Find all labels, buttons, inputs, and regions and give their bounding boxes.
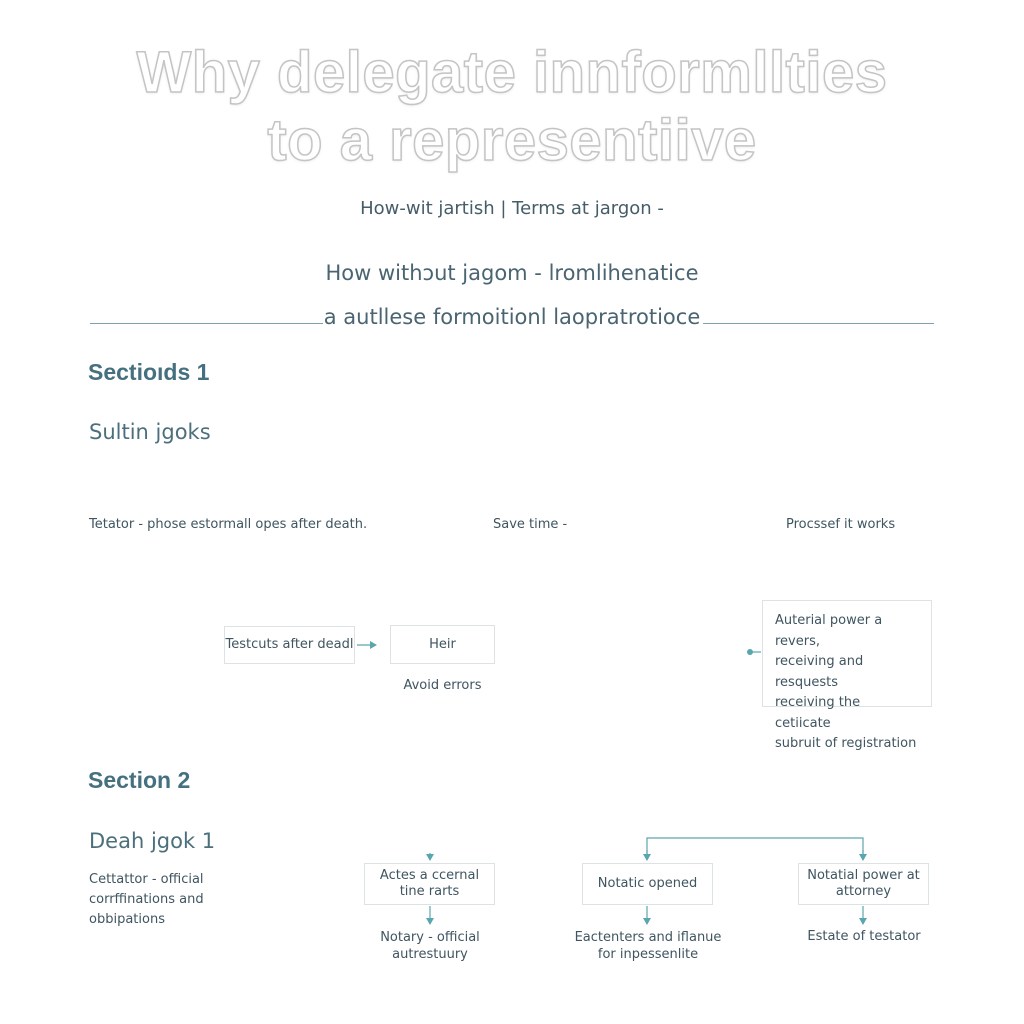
executors-line-1: Eactenters and iflanue bbox=[574, 930, 722, 945]
section-2-group-heading: Deah jgok 1 bbox=[89, 829, 216, 853]
tagline-line-1: How withɔut jagom - lromlihenatice bbox=[325, 261, 699, 285]
process-label: Procssef it works bbox=[786, 517, 896, 532]
avoid-errors-label: Avoid errors bbox=[403, 678, 482, 693]
notary-line-2: autrestuury bbox=[392, 947, 468, 962]
section-2-heading: Section 2 bbox=[88, 767, 191, 793]
acts-line-1: Actes a ccernal bbox=[379, 868, 480, 883]
connector-dot bbox=[747, 649, 753, 655]
description-line-1: Cettattor - official bbox=[89, 872, 204, 887]
section-1-heading: Sectioıds 1 bbox=[88, 359, 210, 385]
acts-line-2: tine rarts bbox=[399, 884, 460, 899]
testator-definition: Tetator - phose estormall opes after death. bbox=[89, 517, 368, 532]
save-time-label: Save time - bbox=[493, 517, 568, 532]
section-1-group-heading: Sultin jgoks bbox=[89, 420, 211, 444]
estate-label: Estate of testator bbox=[807, 929, 921, 944]
power-line-2: receiving and resquests bbox=[775, 654, 864, 690]
page-title-line-1: Why delegate innformllties bbox=[136, 40, 888, 105]
bracket-top bbox=[647, 838, 863, 859]
notary-line-1: Notary - official bbox=[380, 930, 480, 945]
notarial-line-1: Notatial power at bbox=[807, 868, 920, 883]
description-line-2: corrffinations and bbox=[89, 892, 204, 907]
page-title-line-2: to a representiive bbox=[267, 108, 757, 173]
tagline-line-2: a autllese formoitionl laopratrotioce bbox=[323, 305, 701, 329]
flow-box-testator: Testcuts after deadl bbox=[224, 626, 355, 664]
power-line-3: receiving the cetiicate bbox=[775, 695, 861, 731]
power-line-1: Auterial power a revers, bbox=[775, 613, 883, 649]
flow-box-notary-opened: Notatic opened bbox=[582, 863, 713, 905]
executors-line-2: for inpessenlite bbox=[597, 947, 699, 962]
subtitle: How-wit jartish | Terms at jargon - bbox=[360, 198, 664, 219]
power-line-4: subruit of registration bbox=[775, 736, 917, 751]
description-line-3: obbipations bbox=[89, 912, 165, 927]
notarial-line-2: attorney bbox=[835, 884, 892, 899]
flow-box-heir: Heir bbox=[390, 625, 495, 664]
